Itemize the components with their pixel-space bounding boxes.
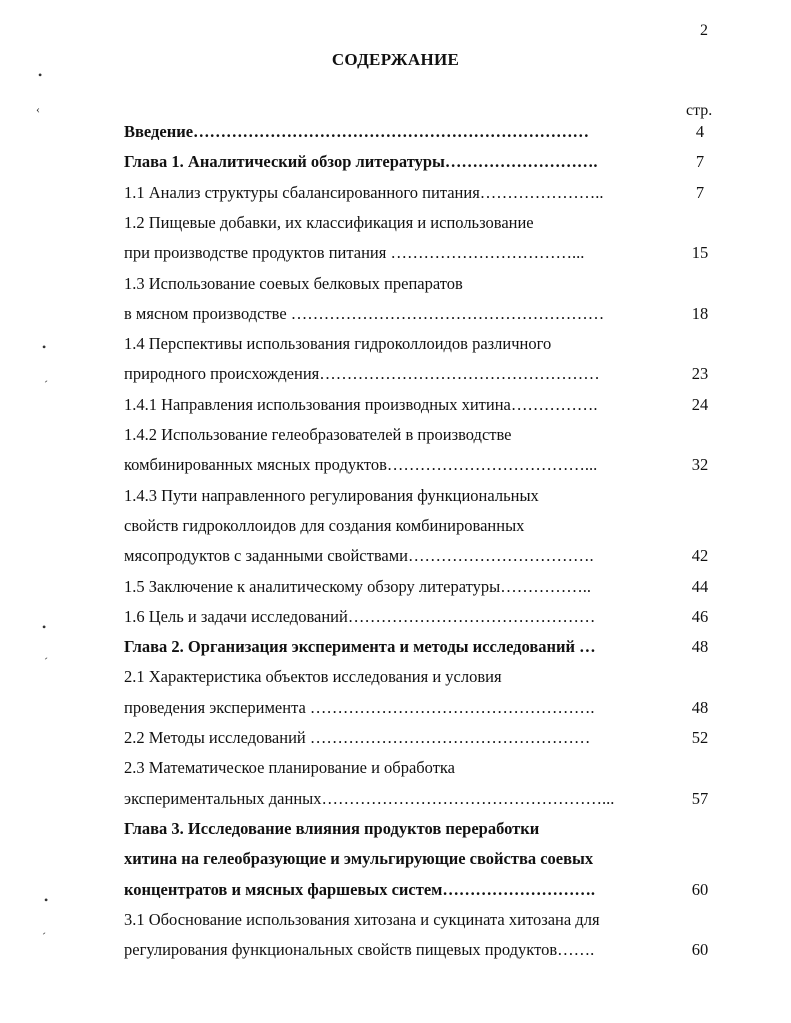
scan-mark: ´ (44, 655, 48, 669)
scan-mark: ´ (44, 378, 48, 392)
toc-entry-page: 44 (691, 577, 709, 596)
toc-entry-page: 57 (691, 789, 709, 808)
toc-entry-text: 1.4.2 Использование гелеобразователей в производстве (124, 425, 512, 444)
toc-entry-page: 48 (691, 698, 709, 717)
toc-entry-text: 3.1 Обоснование использования хитозана и сукцината хитозана для (124, 910, 600, 929)
toc-entry-text: концентратов и мясных фаршевых систем………………………. (124, 880, 596, 899)
toc-entry-page: 32 (691, 455, 709, 474)
toc-entry-text: комбинированных мясных продуктов………………………………... (124, 455, 598, 474)
toc-entry-text: при производстве продуктов питания ……………………………... (124, 243, 585, 262)
toc-entry-text: Введение……………………………………………………………… (124, 122, 590, 141)
toc-entry-page: 52 (691, 728, 709, 747)
toc-entry-page: 7 (695, 183, 705, 202)
toc-entry-text: в мясном производстве ………………………………………………… (124, 304, 605, 323)
toc-entry-text: Глава 2. Организация эксперимента и методы исследований … (124, 637, 596, 656)
toc-entry-text: 1.4.1 Направления использования производных хитина……………. (124, 395, 598, 414)
toc-entry-page: 4 (695, 122, 705, 141)
page-title: СОДЕРЖАНИЕ (331, 50, 460, 69)
toc-entry-text: свойств гидроколлоидов для создания комбинированных (124, 516, 525, 535)
toc-entry-text: Глава 1. Аналитический обзор литературы………………………. (124, 152, 598, 171)
toc-entry-text: Глава 3. Исследование влияния продуктов переработки (124, 819, 540, 838)
toc-entry-text: хитина на гелеобразующие и эмульгирующие свойства соевых (124, 849, 594, 868)
toc-entry-text: регулирования функциональных свойств пищевых продуктов……. (124, 940, 595, 959)
toc-entry-text: 1.5 Заключение к аналитическому обзору литературы…………….. (124, 577, 591, 596)
toc-entry-text: 1.4 Перспективы использования гидроколлоидов различного (124, 334, 552, 353)
scan-mark: ‹ (36, 102, 40, 116)
scan-mark: • (44, 893, 49, 907)
toc-entry-page: 7 (695, 152, 705, 171)
toc-entry-text: 1.6 Цель и задачи исследований……………………………………… (124, 607, 596, 626)
toc-entry-page: 24 (691, 395, 709, 414)
toc-entry-text: 2.2 Методы исследований …………………………………………… (124, 728, 591, 747)
toc-entry-page: 48 (691, 637, 709, 656)
toc-entry-text: мясопродуктов с заданными свойствами……………………………. (124, 546, 594, 565)
toc-entry-text: 2.1 Характеристика объектов исследования и условия (124, 667, 502, 686)
scan-mark: • (38, 68, 43, 82)
toc-entry-page: 15 (691, 243, 709, 262)
toc-entry-text: экспериментальных данных……………………………………………... (124, 789, 615, 808)
page-number: 2 (700, 22, 708, 39)
toc-entry-page: 42 (691, 546, 709, 565)
toc-entry-page: 18 (691, 304, 709, 323)
toc-entry-page: 46 (691, 607, 709, 626)
scan-mark: ´ (42, 930, 46, 944)
toc-entry-page: 60 (691, 880, 709, 899)
toc-entry-text: проведения эксперимента ……………………………………………. (124, 698, 595, 717)
toc-entry-page: 60 (691, 940, 709, 959)
toc-entry-text: 1.2 Пищевые добавки, их классификация и использование (124, 213, 534, 232)
toc-entry-text: 2.3 Математическое планирование и обработка (124, 758, 456, 777)
scan-mark: • (42, 620, 47, 634)
scan-mark: • (42, 340, 47, 354)
toc-entry-page: 23 (691, 364, 709, 383)
toc-entry-text: 1.3 Использование соевых белковых препаратов (124, 274, 463, 293)
toc-entry-text: 1.4.3 Пути направленного регулирования функциональных (124, 486, 539, 505)
toc-entry-text: 1.1 Анализ структуры сбалансированного питания………………….. (124, 183, 604, 202)
toc-entry-text: природного происхождения…………………………………………… (124, 364, 600, 383)
page-column-label: стр. (686, 102, 713, 119)
